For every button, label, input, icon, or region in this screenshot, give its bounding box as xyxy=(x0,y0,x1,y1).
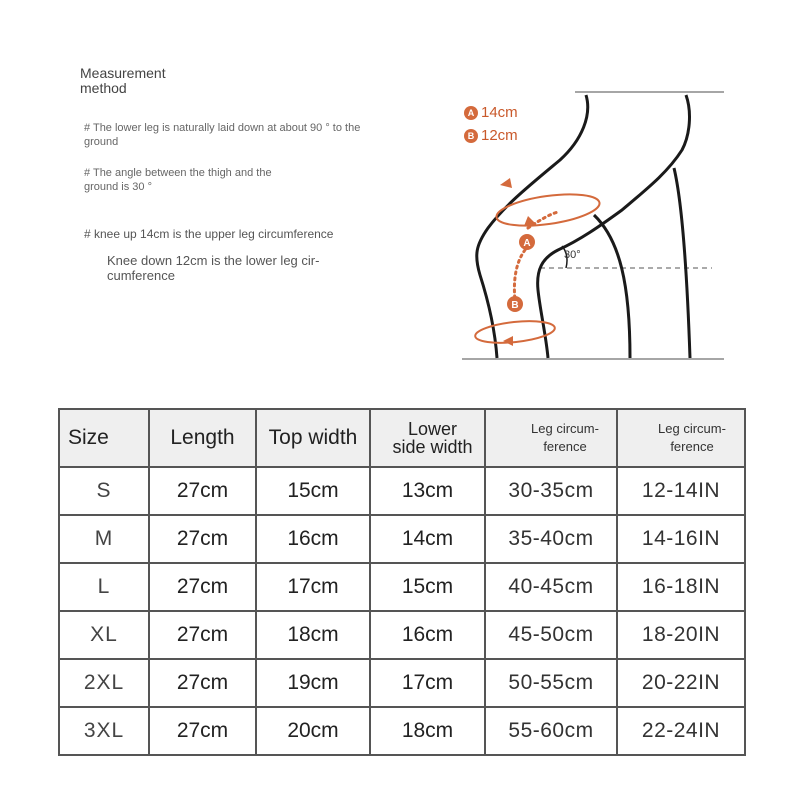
table-header-row xyxy=(59,409,745,467)
cell-length: 27cm xyxy=(149,515,256,563)
cell-leg-circumference-in: 18-20IN xyxy=(617,611,745,659)
marker-a-label: A xyxy=(523,238,531,249)
cell-length: 27cm xyxy=(149,659,256,707)
legend-a-marker: A xyxy=(464,106,478,120)
cell-lower-side-width: 14cm xyxy=(370,515,485,563)
cell-length: 27cm xyxy=(149,611,256,659)
header-length: Length xyxy=(149,409,256,467)
cell-lower-side-width: 13cm xyxy=(370,467,485,515)
cell-lower-side-width: 15cm xyxy=(370,563,485,611)
cell-length: 27cm xyxy=(149,563,256,611)
cell-leg-circumference-cm: 30-35cm xyxy=(485,467,617,515)
legend-a xyxy=(464,104,518,121)
cell-size: L xyxy=(59,563,149,611)
cell-leg-circumference-in: 22-24IN xyxy=(617,707,745,755)
cell-leg-circumference-cm: 50-55cm xyxy=(485,659,617,707)
table-row xyxy=(59,515,745,563)
cell-top-width: 15cm xyxy=(256,467,370,515)
table-row xyxy=(59,467,745,515)
header-size: Size xyxy=(59,409,149,467)
cell-leg-circumference-cm: 45-50cm xyxy=(485,611,617,659)
measurement-method-heading: Measurement method xyxy=(80,65,166,96)
cell-size: 2XL xyxy=(59,659,149,707)
note-lower-leg-angle: # The lower leg is naturally laid down at about 90 ° to the ground xyxy=(84,122,361,148)
header-leg-circumference-in: Leg circum- ference xyxy=(617,409,745,467)
table-row xyxy=(59,611,745,659)
cell-top-width: 18cm xyxy=(256,611,370,659)
legend-b-marker: B xyxy=(464,129,478,143)
table-row xyxy=(59,659,745,707)
cell-top-width: 16cm xyxy=(256,515,370,563)
cell-leg-circumference-in: 12-14IN xyxy=(617,467,745,515)
cell-lower-side-width: 16cm xyxy=(370,611,485,659)
header-lower-side-width: Lower side width xyxy=(370,409,485,467)
cell-length: 27cm xyxy=(149,467,256,515)
cell-leg-circumference-cm: 40-45cm xyxy=(485,563,617,611)
cell-size: XL xyxy=(59,611,149,659)
cell-top-width: 19cm xyxy=(256,659,370,707)
cell-size: 3XL xyxy=(59,707,149,755)
cell-size: M xyxy=(59,515,149,563)
leg-measurement-diagram xyxy=(455,82,735,367)
cell-length: 27cm xyxy=(149,707,256,755)
legend-b xyxy=(464,127,518,144)
cell-leg-circumference-in: 14-16IN xyxy=(617,515,745,563)
cell-top-width: 20cm xyxy=(256,707,370,755)
cell-leg-circumference-in: 20-22IN xyxy=(617,659,745,707)
angle-label: 30° xyxy=(564,249,581,261)
note-thigh-angle: # The angle between the thigh and the ground is 30 ° xyxy=(84,167,272,193)
size-chart-table xyxy=(58,408,746,756)
table-row xyxy=(59,563,745,611)
cell-leg-circumference-cm: 55-60cm xyxy=(485,707,617,755)
cell-top-width: 17cm xyxy=(256,563,370,611)
cell-leg-circumference-cm: 35-40cm xyxy=(485,515,617,563)
cell-size: S xyxy=(59,467,149,515)
header-leg-circumference-cm: Leg circum- ference xyxy=(485,409,617,467)
marker-b-label: B xyxy=(511,300,519,311)
legend-b-value: 12cm xyxy=(481,127,518,144)
cell-lower-side-width: 17cm xyxy=(370,659,485,707)
legend-a-value: 14cm xyxy=(481,104,518,121)
note-upper-circumference: # knee up 14cm is the upper leg circumference xyxy=(84,227,334,241)
cell-leg-circumference-in: 16-18IN xyxy=(617,563,745,611)
cell-lower-side-width: 18cm xyxy=(370,707,485,755)
table-row xyxy=(59,707,745,755)
header-top-width: Top width xyxy=(256,409,370,467)
note-lower-circumference: Knee down 12cm is the lower leg cir- cumference xyxy=(107,253,320,283)
